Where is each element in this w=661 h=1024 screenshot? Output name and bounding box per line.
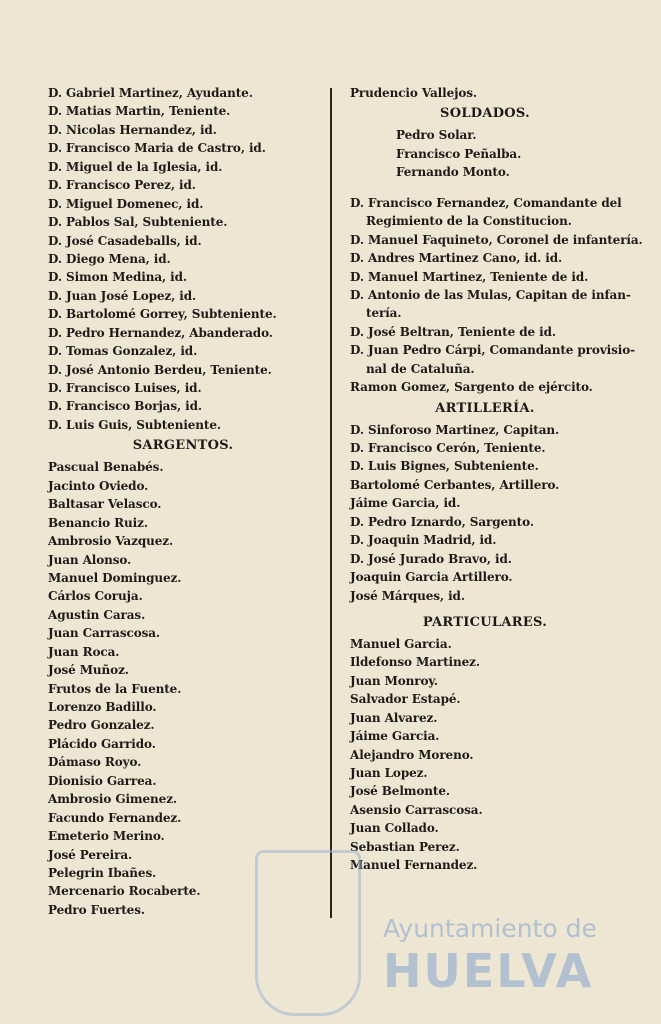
list-item: D. Juan Pedro Cárpi, Comandante provisio- <box>350 343 636 358</box>
list-item: D. José Casadeballs, id. <box>48 233 202 248</box>
list-item: D. Francisco Cerón, Teniente. <box>350 441 546 455</box>
list-item: D. Pedro Iznardo, Sargento. <box>350 514 534 529</box>
list-item: D. Luis Guis, Subteniente. <box>48 417 221 432</box>
particulares-list <box>350 635 620 875</box>
soldados-heading: SOLDADOS. <box>440 106 530 122</box>
list-item: D. Manuel Martinez, Teniente de id. <box>350 269 589 284</box>
list-item: D. Manuel Faquineto, Coronel de infantería. <box>350 232 643 247</box>
list-item: Juan Collado. <box>350 821 439 836</box>
watermark <box>255 850 615 1010</box>
list-item: Juan Alvarez. <box>350 710 438 725</box>
list-item: Pedro Solar. <box>396 128 477 143</box>
list-item: D. Francisco Fernandez, Comandante del <box>350 195 622 210</box>
list-item: D. Nicolas Hernandez, id. <box>48 122 217 137</box>
list-item: Lorenzo Badillo. <box>48 700 157 714</box>
list-item: D. Pablos Sal, Subteniente. <box>48 215 228 230</box>
officers-right-list <box>350 194 643 397</box>
list-item: Cárlos Coruja. <box>48 589 143 604</box>
list-item: D. Pedro Hernandez, Abanderado. <box>48 325 273 340</box>
list-item: Facundo Fernandez. <box>48 810 182 825</box>
list-item: Ramon Gomez, Sargento de ejército. <box>350 380 593 395</box>
list-item: Bartolomé Cerbantes, Artillero. <box>350 477 560 492</box>
column-divider <box>330 88 332 918</box>
list-item: José Pereira. <box>48 847 133 862</box>
list-item: Pedro Fuertes. <box>48 902 145 917</box>
list-item: Benancio Ruiz. <box>48 515 148 530</box>
list-item: Frutos de la Fuente. <box>48 681 182 696</box>
shield-icon <box>255 850 361 1016</box>
list-item: D. Miguel Domenec, id. <box>48 196 204 211</box>
list-item: D. José Jurado Bravo, id. <box>350 551 512 566</box>
list-item: D. Bartolomé Gorrey, Subteniente. <box>48 307 277 322</box>
list-item: D. Matias Martin, Teniente. <box>48 104 231 119</box>
list-item: Mercenario Rocaberte. <box>48 884 201 899</box>
list-item: D. Francisco Borjas, id. <box>48 399 202 414</box>
list-item: tería. <box>366 306 402 321</box>
soldados-list <box>350 126 620 181</box>
list-item: D. Juan José Lopez, id. <box>48 288 197 303</box>
right-column <box>350 84 643 875</box>
list-item: D. Antonio de las Mulas, Capitan de infan- <box>350 287 631 302</box>
artilleria-list <box>350 421 620 605</box>
list-item: D. José Beltran, Teniente de id. <box>350 324 556 339</box>
list-item: Fernando Monto. <box>396 165 510 180</box>
list-item: Jáime Garcia. <box>350 729 440 744</box>
list-item: Sebastian Perez. <box>350 839 460 854</box>
list-item: Regimiento de la Constitucion. <box>366 214 572 229</box>
list-item: Ambrosio Gimenez. <box>48 792 178 807</box>
list-item: D. Tomas Gonzalez, id. <box>48 344 198 359</box>
particulares-heading: PARTICULARES. <box>422 614 548 630</box>
list-item: Manuel Garcia. <box>350 636 452 651</box>
list-item: Prudencio Vallejos. <box>350 86 477 100</box>
list-item: Juan Carrascosa. <box>48 626 161 641</box>
list-item: D. Joaquin Madrid, id. <box>350 533 497 548</box>
watermark-line-1: Ayuntamiento de <box>383 914 597 943</box>
list-item: Baltasar Velasco. <box>48 497 162 512</box>
list-item: D. Gabriel Martinez, Ayudante. <box>48 86 253 100</box>
list-item: José Belmonte. <box>350 784 450 799</box>
artilleria-heading: ARTILLERÍA. <box>435 400 535 416</box>
list-item: Alejandro Moreno. <box>350 747 474 762</box>
left-column <box>48 84 318 919</box>
watermark-line-2: HUELVA <box>383 944 594 998</box>
list-item: Agustin Caras. <box>48 607 146 622</box>
list-item: José Muñoz. <box>48 663 129 678</box>
list-item: D. Simon Medina, id. <box>48 270 188 285</box>
list-item: Manuel Dominguez. <box>48 570 182 585</box>
list-item: nal de Cataluña. <box>366 361 475 376</box>
list-item: Juan Monroy. <box>350 673 438 688</box>
list-item: Jacinto Oviedo. <box>48 478 149 493</box>
list-item: Juan Alonso. <box>48 552 132 567</box>
list-item: D. Miguel de la Iglesia, id. <box>48 159 223 174</box>
list-item: Dámaso Royo. <box>48 755 142 770</box>
list-item: D. Francisco Luises, id. <box>48 381 202 395</box>
list-item: Ildefonso Martinez. <box>350 655 480 670</box>
list-item: Ambrosio Vazquez. <box>48 534 174 549</box>
list-item: Salvador Estapé. <box>350 692 461 707</box>
list-item: D. Diego Mena, id. <box>48 251 171 266</box>
list-item: José Márques, id. <box>350 588 465 603</box>
list-item: Emeterio Merino. <box>48 829 165 844</box>
officers-list <box>48 84 318 434</box>
list-item: D. Sinforoso Martinez, Capitan. <box>350 422 560 437</box>
sargentos-heading: SARGENTOS. <box>132 438 234 454</box>
list-item: Pedro Gonzalez. <box>48 718 155 733</box>
list-item: D. Luis Bignes, Subteniente. <box>350 459 539 474</box>
list-item: Jáime Garcia, id. <box>350 496 461 511</box>
list-item: Joaquin Garcia Artillero. <box>350 570 513 585</box>
list-item: Asensio Carrascosa. <box>350 802 483 817</box>
list-item: Pascual Benabés. <box>48 460 164 475</box>
list-item: Manuel Fernandez. <box>350 858 478 873</box>
list-item: D. Andres Martinez Cano, id. id. <box>350 251 563 266</box>
list-item: D. Francisco Maria de Castro, id. <box>48 141 266 156</box>
list-item: D. José Antonio Berdeu, Teniente. <box>48 362 272 377</box>
list-item: Plácido Garrido. <box>48 736 156 751</box>
list-item: Juan Lopez. <box>350 766 428 780</box>
list-item: Juan Roca. <box>48 644 120 659</box>
list-item: Pelegrin Ibañes. <box>48 865 157 880</box>
list-item: Dionisio Garrea. <box>48 773 157 788</box>
list-item: Francisco Peñalba. <box>396 146 522 161</box>
list-item: D. Francisco Perez, id. <box>48 178 196 193</box>
